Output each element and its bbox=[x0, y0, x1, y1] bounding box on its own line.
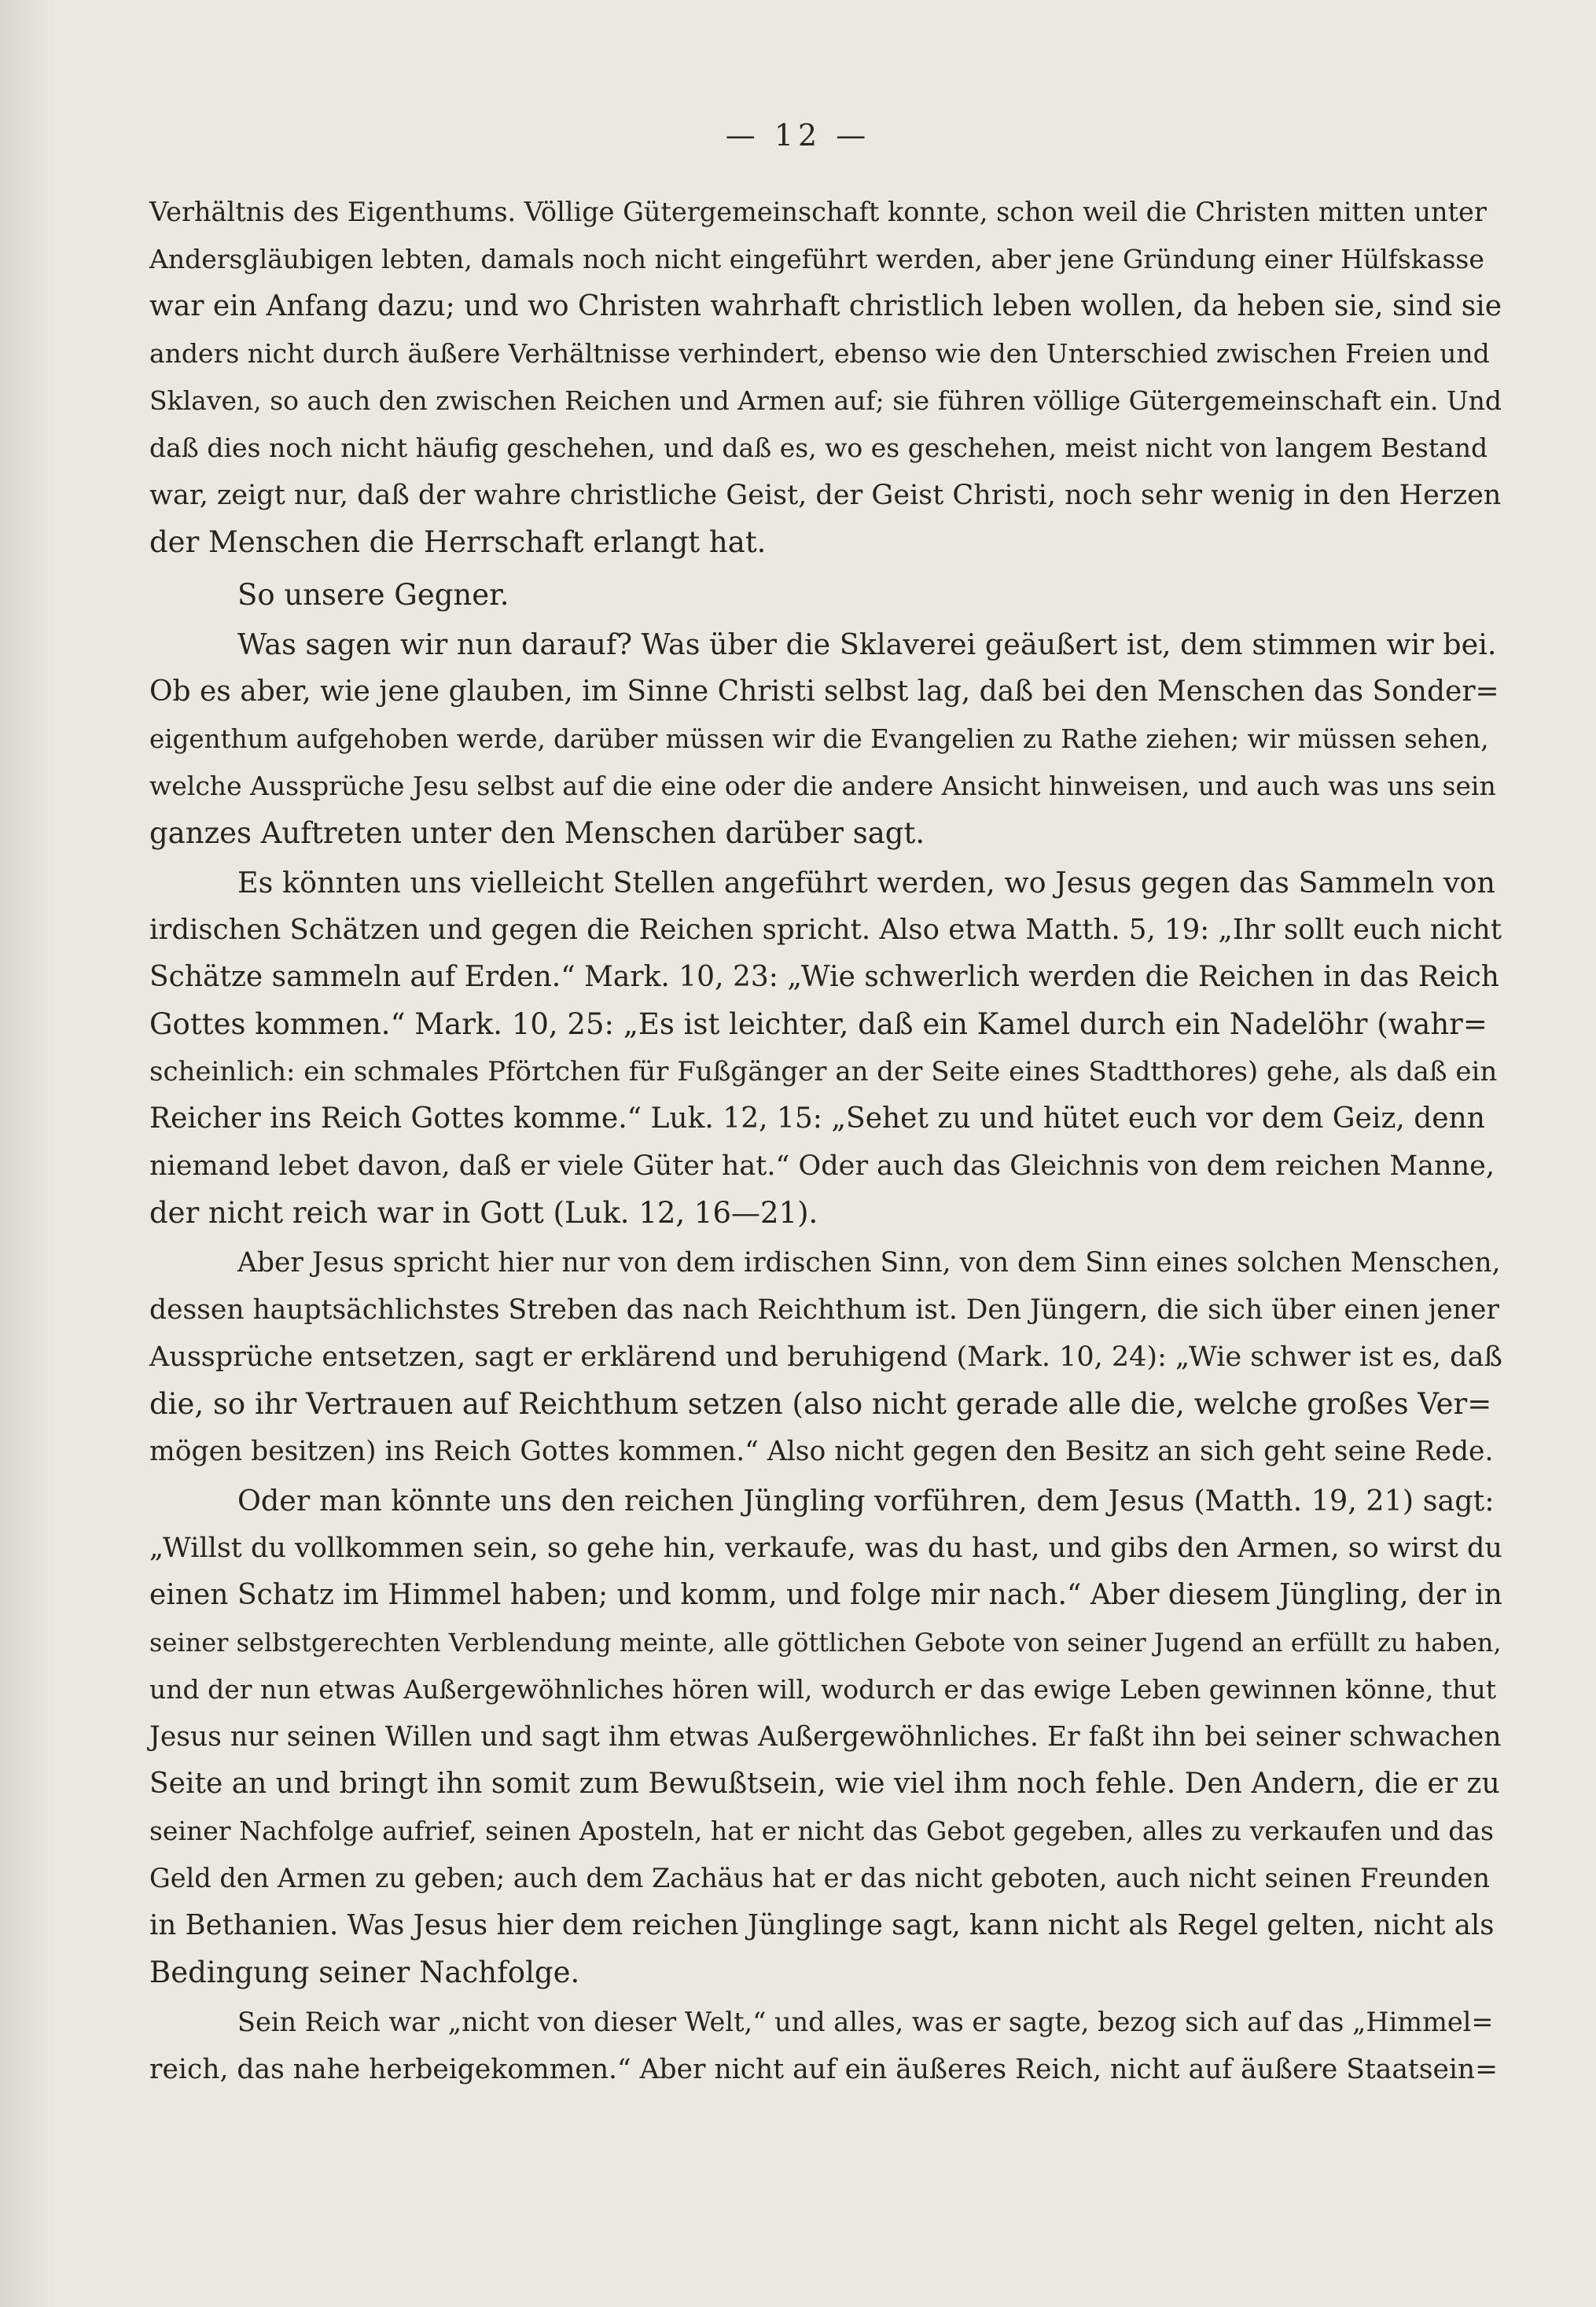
text-line: Seite an und bringt ihn somit zum Bewußtsein, wie viel ihm noch fehle. Den Andern, die er zu bbox=[149, 1768, 1500, 1800]
text-line: Jesus nur seinen Willen und sagt ihm etwas Außergewöhnliches. Er faßt ihn bei seiner schwachen bbox=[149, 1721, 1502, 1753]
text-line: Andersgläubigen lebten, damals noch nicht eingeführt werden, aber jene Gründung einer Hülfskasse bbox=[149, 244, 1484, 274]
page-number: — 12 — bbox=[725, 118, 871, 153]
text-line: Aussprüche entsetzen, sagt er erklärend und beruhigend (Mark. 10, 24): „Wie schwer ist es, daß bbox=[149, 1341, 1502, 1373]
text-line: daß dies noch nicht häufig geschehen, und daß es, wo es geschehen, meist nicht von langem Bestand bbox=[149, 432, 1488, 463]
text-line: der Menschen die Herrschaft erlangt hat. bbox=[149, 525, 767, 559]
text-line: Was sagen wir nun darauf? Was über die Sklaverei geäußert ist, dem stimmen wir bei. bbox=[237, 627, 1497, 661]
text-line: Oder man könnte uns den reichen Jüngling vorführen, dem Jesus (Matth. 19, 21) sagt: bbox=[237, 1484, 1495, 1518]
text-line: Geld den Armen zu geben; auch dem Zachäus hat er das nicht geboten, auch nicht seinen Freunden bbox=[149, 1863, 1490, 1893]
text-line: irdischen Schätzen und gegen die Reichen spricht. Also etwa Matth. 5, 19: „Ihr sollt euch nicht bbox=[149, 914, 1502, 946]
text-line: „Willst du vollkommen sein, so gehe hin, verkaufe, was du hast, und gibs den Armen, so wirst du bbox=[149, 1532, 1502, 1564]
text-line: mögen besitzen) ins Reich Gottes kommen.“ Also nicht gegen den Besitz an sich geht seine Rede. bbox=[149, 1436, 1494, 1467]
text-line: seiner Nachfolge aufrief, seinen Aposteln, hat er nicht das Gebot gegeben, alles zu verkaufen und das bbox=[149, 1816, 1494, 1846]
text-line: So unsere Gegner. bbox=[237, 578, 509, 612]
text-line: Es könnten uns vielleicht Stellen angeführt werden, wo Jesus gegen das Sammeln von bbox=[237, 866, 1495, 900]
text-line: dessen hauptsächlichstes Streben das nach Reichthum ist. Den Jüngern, die sich über einen jener bbox=[149, 1294, 1499, 1326]
text-line: Sein Reich war „nicht von dieser Welt,“ und alles, was er sagte, bezog sich auf das „Himmel= bbox=[237, 2007, 1494, 2037]
text-line: Verhältnis des Eigenthums. Völlige Gütergemeinschaft konnte, schon weil die Christen mitten unter bbox=[149, 197, 1487, 227]
text-line: Aber Jesus spricht hier nur von dem irdischen Sinn, von dem Sinn eines solchen Menschen, bbox=[237, 1247, 1501, 1279]
text-line: in Bethanien. Was Jesus hier dem reichen Jünglinge sagt, kann nicht als Regel gelten, nicht als bbox=[149, 1909, 1495, 1941]
text-line: eigenthum aufgehoben werde, darüber müssen wir die Evangelien zu Rathe ziehen; wir müssen sehen, bbox=[149, 724, 1489, 754]
text-line: der nicht reich war in Gott (Luk. 12, 16—21). bbox=[149, 1196, 818, 1230]
text-line: ganzes Auftreten unter den Menschen darüber sagt. bbox=[149, 816, 925, 850]
text-line: die, so ihr Vertrauen auf Reichthum setzen (also nicht gerade alle die, welche großes Ver= bbox=[149, 1387, 1492, 1421]
text-line: war ein Anfang dazu; und wo Christen wahrhaft christlich leben wollen, da heben sie, sind sie bbox=[149, 290, 1502, 322]
text-line: war, zeigt nur, daß der wahre christliche Geist, der Geist Christi, noch sehr wenig in den Herzen bbox=[149, 480, 1502, 511]
text-line: Gottes kommen.“ Mark. 10, 25: „Es ist leichter, daß ein Kamel durch ein Nadelöhr (wahr= bbox=[149, 1007, 1488, 1041]
text-line: reich, das nahe herbeigekommen.“ Aber nicht auf ein äußeres Reich, nicht auf äußere Staatsein= bbox=[149, 2054, 1499, 2085]
text-line: und der nun etwas Außergewöhnliches hören will, wodurch er das ewige Leben gewinnen könne, thut bbox=[149, 1674, 1496, 1705]
text-line: niemand lebet davon, daß er viele Güter hat.“ Oder auch das Gleichnis von dem reichen Manne, bbox=[149, 1150, 1495, 1182]
text-line: seiner selbstgerechten Verblendung meinte, alle göttlichen Gebote von seiner Jugend an erfüllt zu haben, bbox=[149, 1628, 1502, 1658]
text-line: Schätze sammeln auf Erden.“ Mark. 10, 23: „Wie schwerlich werden die Reichen in das Reich bbox=[149, 961, 1499, 993]
text-line: welche Aussprüche Jesu selbst auf die eine oder die andere Ansicht hinweisen, und auch was uns sein bbox=[149, 771, 1496, 801]
text-line: einen Schatz im Himmel haben; und komm, und folge mir nach.“ Aber diesem Jüngling, der in bbox=[149, 1579, 1502, 1611]
text-line: Bedingung seiner Nachfolge. bbox=[149, 1956, 580, 1989]
text-line: anders nicht durch äußere Verhältnisse verhindert, ebenso wie den Unterschied zwischen Freien und bbox=[149, 338, 1490, 369]
text-line: Ob es aber, wie jene glauben, im Sinne Christi selbst lag, daß bei den Menschen das Sonder= bbox=[149, 675, 1499, 708]
text-line: Reicher ins Reich Gottes komme.“ Luk. 12, 15: „Sehet zu und hütet euch vor dem Geiz, denn bbox=[149, 1102, 1485, 1135]
text-line: Sklaven, so auch den zwischen Reichen und Armen auf; sie führen völlige Gütergemeinschaft ein. Und bbox=[149, 385, 1502, 416]
text-line: scheinlich: ein schmales Pförtchen für Fußgänger an der Seite eines Stadtthores) gehe, als daß ein bbox=[149, 1056, 1498, 1087]
